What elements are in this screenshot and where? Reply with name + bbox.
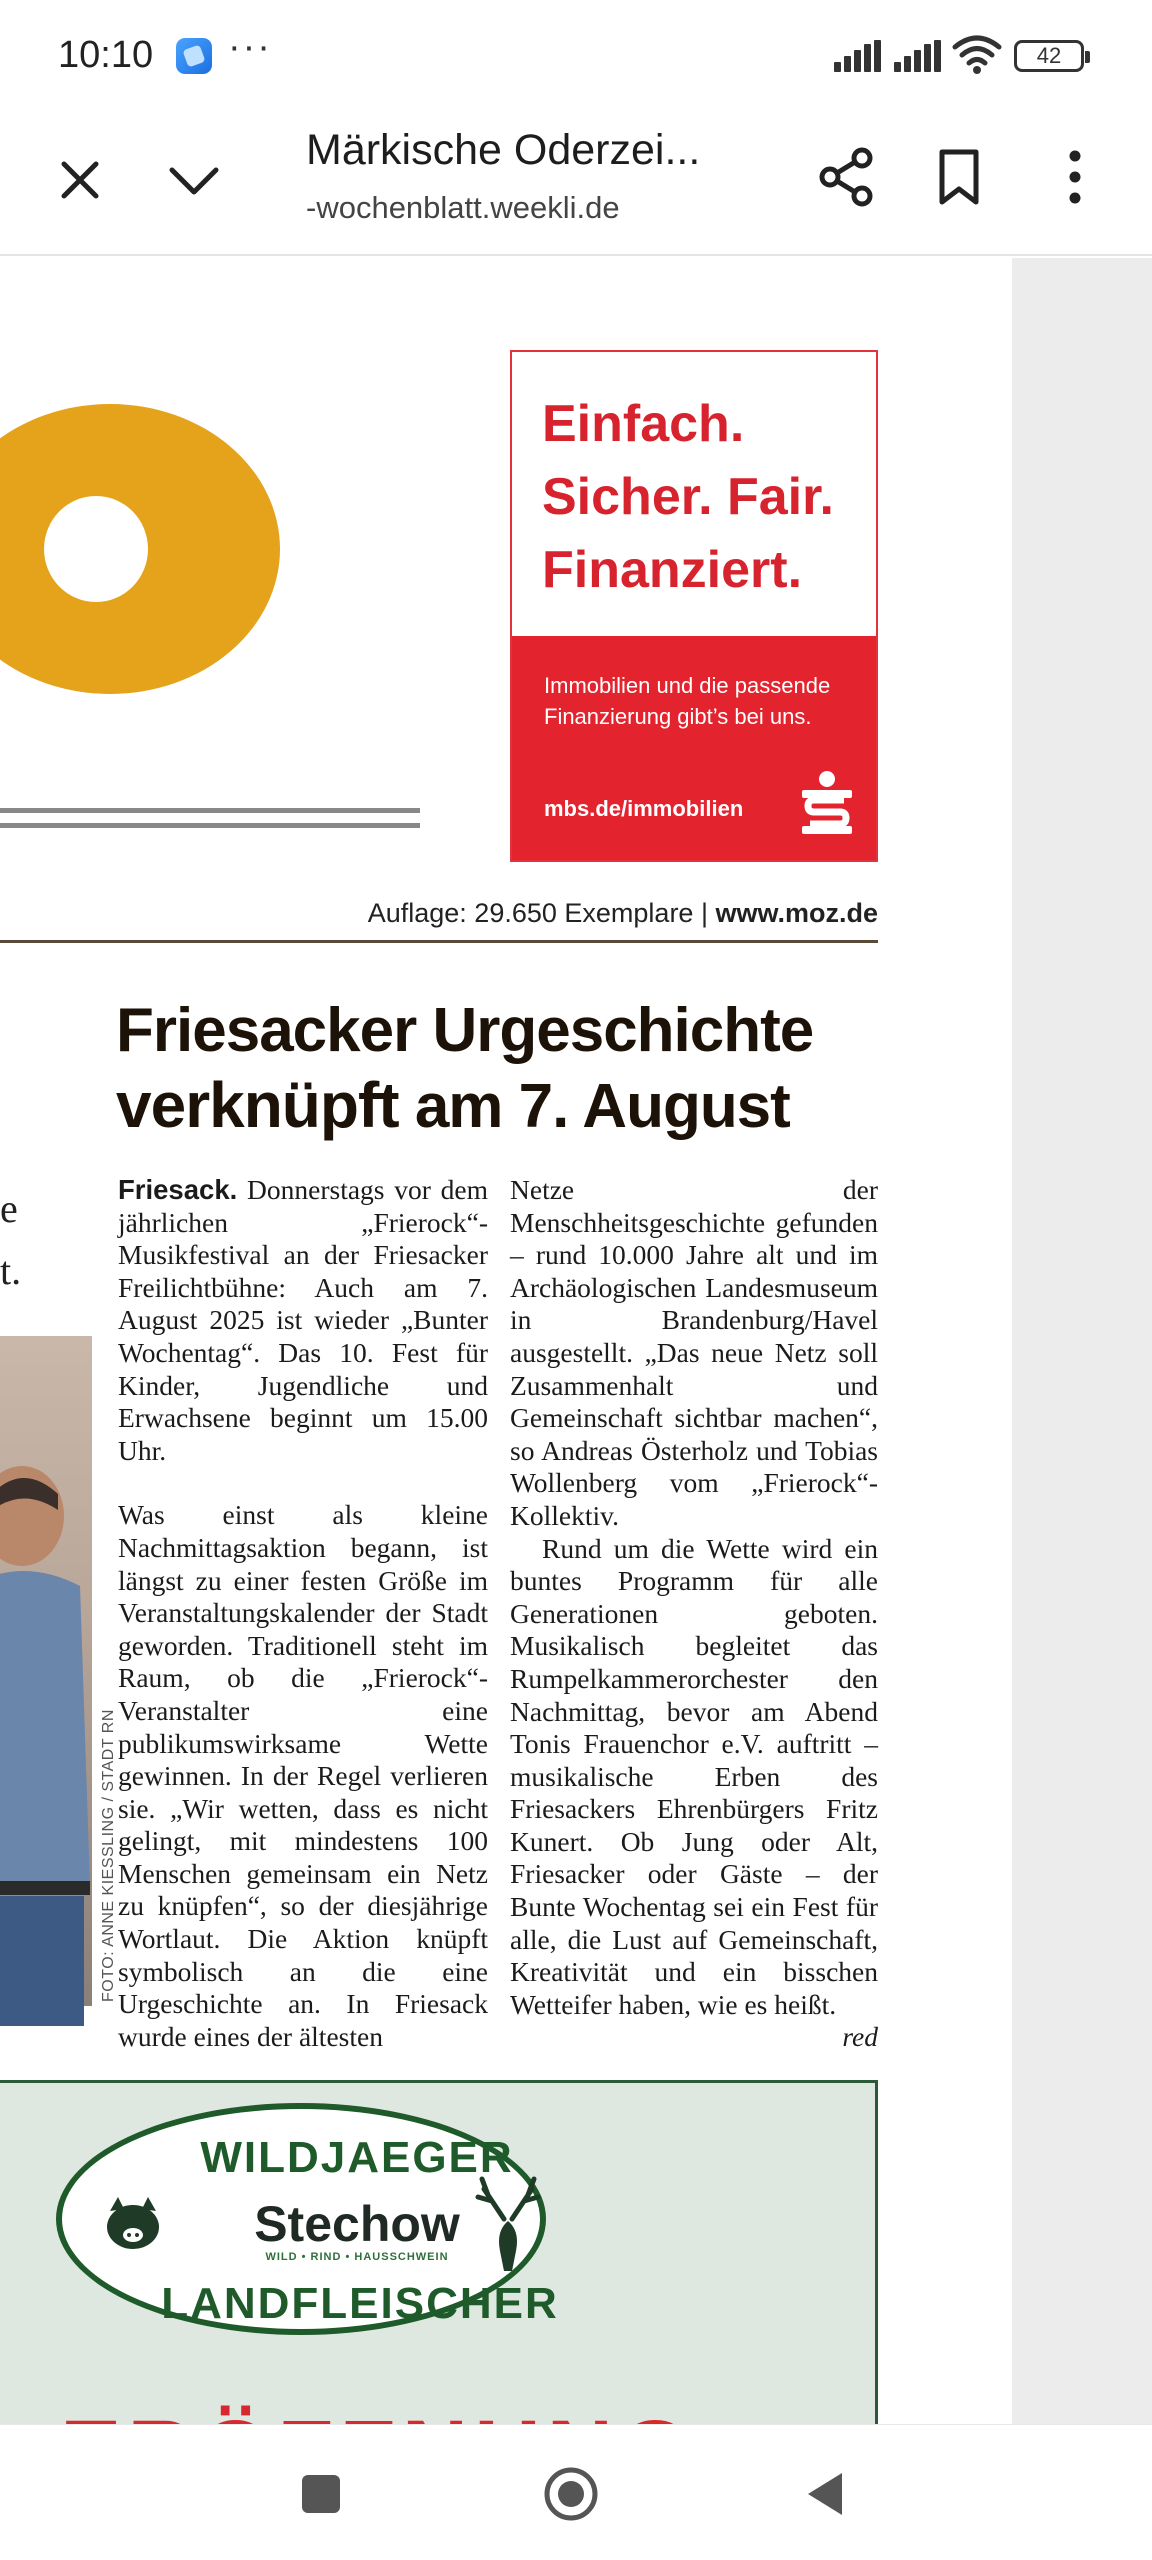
person-photo-fragment xyxy=(0,1456,90,2016)
article-paragraph xyxy=(118,1174,488,1467)
cut-off-fragment: t. xyxy=(0,1248,22,1293)
sparkasse-logo-icon xyxy=(798,770,856,836)
article-paragraph xyxy=(510,1532,878,2053)
web-content[interactable] xyxy=(0,258,1152,2424)
header-divider xyxy=(0,940,878,943)
cut-off-fragment: e xyxy=(0,1186,18,1231)
article-paragraph: Netze der Menschheitsgeschichte gefunden – rund 10.000 Jahre alt und im Archäologischen Landesmuseum in Brandenburg/Havel ausgestellt. „Das neue Netz soll Zusammenhalt und Gemeinschaft sichtbar machen“, so Andreas Österholz und Tobias Wollenberg vom „Frierock“-Kollektiv. xyxy=(510,1174,878,1531)
article-column-1 xyxy=(118,1174,488,2053)
photo-credit: FOTO: ANNE KIESSLING / STADT RN xyxy=(100,1709,117,2002)
ad-top-panel xyxy=(512,352,876,636)
article-photo xyxy=(0,1336,92,2006)
custom-tab-toolbar xyxy=(0,112,1152,256)
headline-line-1: Friesacker Urgeschichte xyxy=(116,996,814,1065)
ad-town: Stechow xyxy=(254,2196,460,2252)
article-paragraph: Was einst als kleine Nachmittagsaktion begann, ist längst zu einer festen Größe im Veranstaltungskalender der Stadt geworden. Traditionell steht im Raum, ob die „Frierock“-Veranstalter eine publikumswirksame Wette gewinnen. In der Regel verlieren sie. „Wir wetten, dass es nicht gelingt, mit mindestens 100 Menschen gemeinsam ein Netz zu knüpfen“, so der diesjährige Wortlaut. Die Aktion knüpft symbolisch an die eine Urgeschichte an. In Friesack wurde eines der ältesten xyxy=(118,1499,488,2052)
home-button[interactable] xyxy=(536,2459,606,2529)
ad-subtext: Immobilien und die passende Finanzierung gibt’s bei uns. xyxy=(544,673,831,729)
recents-button[interactable] xyxy=(286,2459,356,2529)
more-notifications-indicator: ··· xyxy=(228,26,272,68)
pig-icon xyxy=(98,2189,168,2259)
ad-bottom-panel xyxy=(512,636,876,860)
close-icon[interactable] xyxy=(46,146,114,214)
headline-line-2 xyxy=(116,1068,876,1144)
signal-strength-icon xyxy=(834,40,882,72)
ad-headline-line: Sicher. Fair. xyxy=(542,468,834,526)
battery-icon xyxy=(1014,40,1084,72)
page-url[interactable] xyxy=(306,190,620,226)
newspaper-logo-fragment xyxy=(0,404,280,694)
system-navigation-bar xyxy=(0,2424,1152,2560)
signal-strength-icon-2 xyxy=(894,40,942,72)
ad-headline xyxy=(542,388,834,607)
page-url-text: -wochenblatt.weekli.de xyxy=(306,190,620,225)
headline-rest: am 7. August xyxy=(414,1072,790,1141)
cut-off-column-text xyxy=(0,1178,21,1302)
paragraph-text: Rund um die Wette wird ein buntes Programm für alle Generationen geboten. Musikalisch begleitet das Rumpelkammerorchester den Nachmittag, bevor am Abend Tonis Frauenchor e.V. auftritt – musikalische Erben des Friesackers Ehrenbürgers Fritz Kunert. Ob Jung oder Alt, Friesacker oder Gäste – der Bunte Wochentag sei ein Fest für alle, die Lust auf Gemeinschaft, Kreativität und ein bisschen Wetteifer haben, wie es heißt. xyxy=(510,1532,878,2020)
page-margin xyxy=(1012,258,1152,2424)
headline-bold-word: verknüpft xyxy=(116,1069,399,1141)
paragraph-text: Donnerstags vor dem jährlichen „Frierock“-Musikfestival an der Friesacker Freilichtbühne: Auch am 7. August 2025 ist wieder „Bunter Wochentag“. Das 10. Fest für Kinder, Jugendliche und Erwachsene beginnt um 15.00 Uhr. xyxy=(118,1174,488,1466)
circulation-label: Auflage: 29.650 Exemplare | xyxy=(367,898,708,928)
app-notification-icon xyxy=(176,38,212,74)
ad-brand-bottom: LANDFLEISCHER xyxy=(161,2279,559,2328)
more-options-icon[interactable] xyxy=(1040,142,1110,212)
deer-icon xyxy=(448,2171,568,2281)
status-bar xyxy=(0,0,1152,112)
advertisement-wildjaeger[interactable] xyxy=(0,2080,878,2440)
ad-logo-oval xyxy=(56,2103,559,2335)
article-column-2 xyxy=(510,1174,878,2054)
battery-level: 42 xyxy=(1036,43,1062,68)
website-link[interactable]: www.moz.de xyxy=(715,898,878,928)
ad-link[interactable]: mbs.de/immobilien xyxy=(544,796,744,821)
share-icon[interactable] xyxy=(812,142,882,212)
ad-brand-top: WILDJAEGER xyxy=(200,2133,514,2182)
advertisement-sparkasse[interactable] xyxy=(510,350,878,862)
status-time: 10:10 xyxy=(58,34,154,76)
circulation-info xyxy=(368,898,878,929)
back-button[interactable] xyxy=(790,2459,860,2529)
bookmark-icon[interactable] xyxy=(924,142,994,212)
page-title[interactable]: Märkische Oderzei... xyxy=(306,126,701,174)
author-initials: red xyxy=(842,2021,878,2053)
ad-tagline: WILD • RIND • HAUSSCHWEIN xyxy=(265,2251,449,2263)
ad-headline-line: Finanziert. xyxy=(542,541,803,599)
divider xyxy=(0,808,420,828)
article-headline xyxy=(116,994,876,1144)
wifi-icon xyxy=(952,34,1002,74)
chevron-down-icon[interactable] xyxy=(160,146,228,214)
ad-headline-line: Einfach. xyxy=(542,395,745,453)
dateline: Friesack. xyxy=(118,1174,238,1205)
